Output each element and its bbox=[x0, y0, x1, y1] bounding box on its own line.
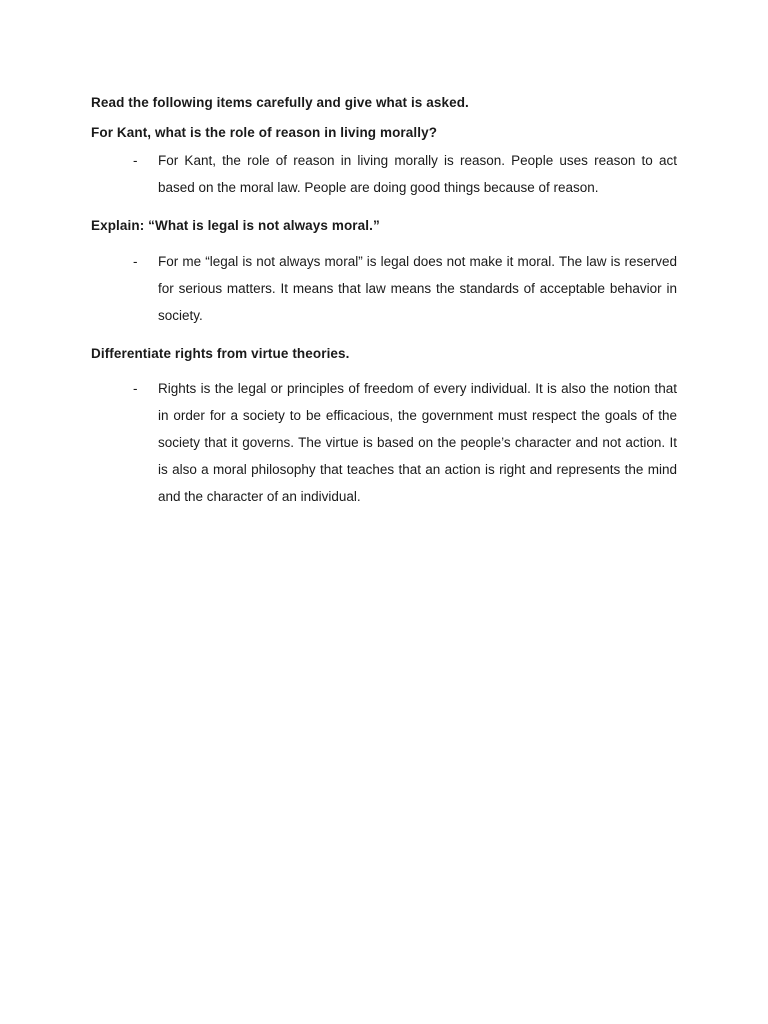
answer-2-text: For me “legal is not always moral” is legal does not make it moral. The law is reserved for serious matters. It means that law means the standards of acceptable behavior in society. bbox=[158, 254, 677, 323]
instruction-heading: Read the following items carefully and give what is asked. bbox=[91, 95, 469, 110]
answer-3-block bbox=[133, 375, 677, 510]
question-3-heading: Differentiate rights from virtue theories. bbox=[91, 346, 350, 361]
answer-3-text: Rights is the legal or principles of freedom of every individual. It is also the notion that in order for a society to be efficacious, the government must respect the goals of the society that it governs. The virtue is based on the people’s character and not action. It is also a moral philosophy that teaches that an action is right and represents the mind and the character of an individual. bbox=[158, 381, 677, 504]
answer-1-text: For Kant, the role of reason in living morally is reason. People uses reason to act based on the moral law. People are doing good things because of reason. bbox=[158, 153, 677, 195]
answer-1-block bbox=[133, 147, 677, 201]
question-2-heading: Explain: “What is legal is not always moral.” bbox=[91, 218, 380, 233]
bullet-dash: - bbox=[133, 153, 138, 168]
answer-2-block bbox=[133, 248, 677, 329]
bullet-dash: - bbox=[133, 254, 138, 269]
bullet-dash: - bbox=[133, 381, 138, 396]
question-1-heading: For Kant, what is the role of reason in living morally? bbox=[91, 125, 438, 140]
